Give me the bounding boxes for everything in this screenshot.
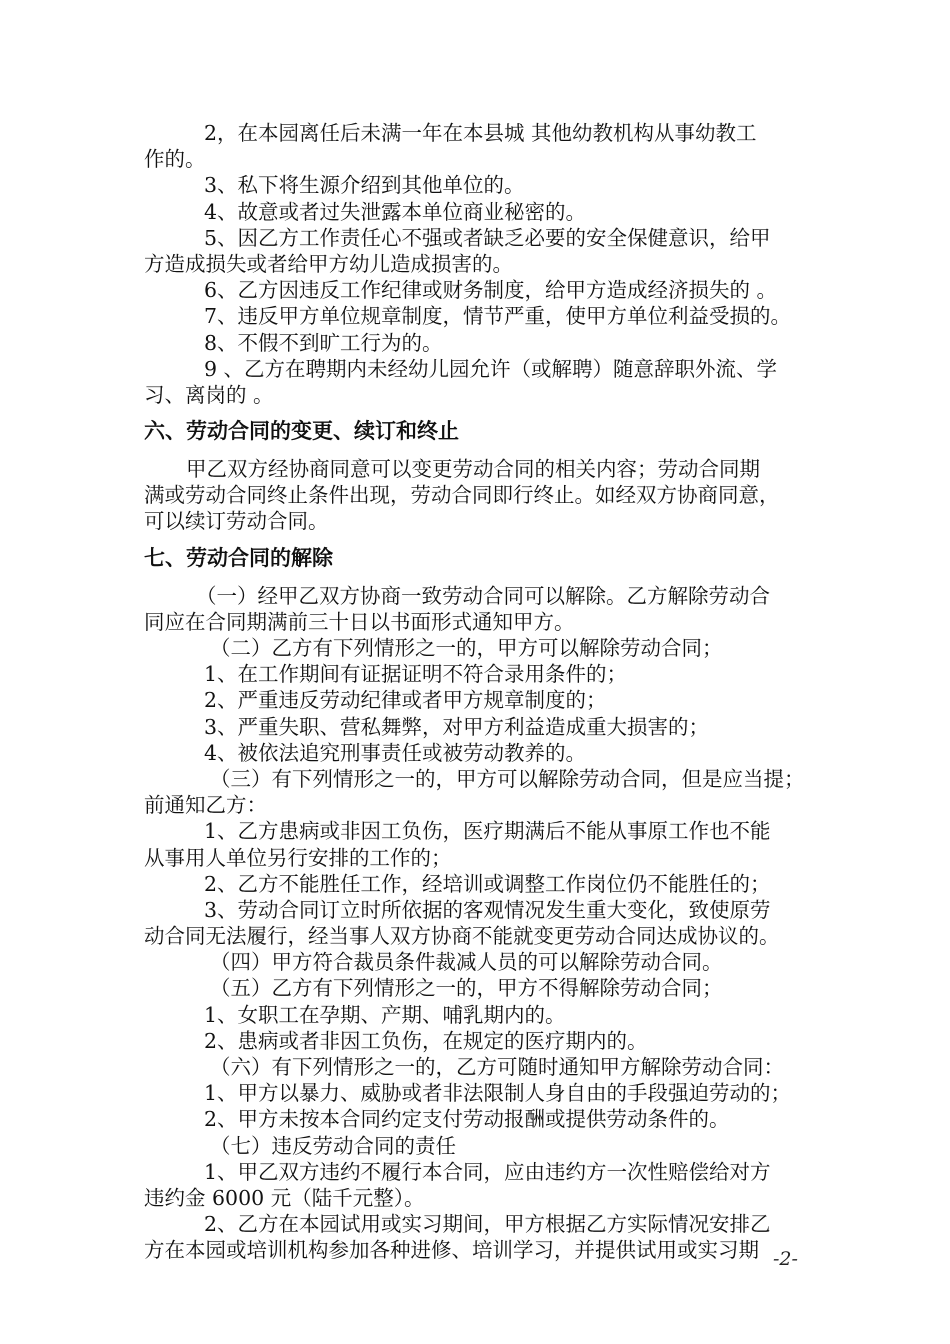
- document-body: [144, 120, 814, 1264]
- text-line: 2、甲方未按本合同约定支付劳动报酬或提供劳动条件的。: [204, 1107, 730, 1132]
- text-line: 习、离岗的 。: [144, 382, 274, 407]
- text-line: 满或劳动合同终止条件出现，劳动合同即行终止。如经双方协商同意，: [144, 483, 780, 508]
- text-line: 1、在工作期间有证据证明不符合录用条件的；: [204, 662, 628, 687]
- text-line: 2，在本园离任后未满一年在本县城 其他幼教机构从事幼教工: [204, 121, 757, 145]
- text-line: 5、因乙方工作责任心不强或者缺乏必要的安全保健意识，给甲: [204, 225, 771, 250]
- text-line: 1、甲方以暴力、威胁或者非法限制人身自由的手段强迫劳动的；: [204, 1081, 792, 1106]
- text-line: 2、患病或者非因工负伤，在规定的医疗期内的。: [204, 1028, 648, 1053]
- text-line: 2、乙方在本园试用或实习期间，甲方根据乙方实际情况安排乙: [204, 1212, 771, 1237]
- text-line: 2、乙方不能胜任工作，经培训或调整工作岗位仍不能胜任的；: [204, 871, 771, 896]
- text-line: （三）有下列情形之一的，甲方可以解除劳动合同，但是应当提；: [210, 766, 805, 791]
- text-line: 9 、乙方在聘期内未经幼儿园允许（或解聘）随意辞职外流、学: [204, 356, 778, 381]
- text-line: （一）经甲乙双方协商一致劳动合同可以解除。乙方解除劳动合: [196, 583, 770, 608]
- text-line: （六）有下列情形之一的，乙方可随时通知甲方解除劳动合同：: [210, 1055, 784, 1079]
- text-line: 1、女职工在孕期、产期、哺乳期内的。: [204, 1002, 566, 1027]
- text-line: 7、违反甲方单位规章制度，情节严重，使甲方单位利益受损的。: [204, 304, 792, 329]
- text-line: （二）乙方有下列情形之一的，甲方可以解除劳动合同；: [210, 636, 723, 660]
- text-line: 违约金 6000 元（陆千元整）。: [144, 1185, 425, 1210]
- text-line: 从事用人单位另行安排的工作的；: [144, 845, 452, 870]
- section-5-list: [144, 120, 814, 408]
- text-line: 4、故意或者过失泄露本单位商业秘密的。: [204, 199, 587, 224]
- text-line: 6、乙方因违反工作纪律或财务制度，给甲方造成经济损失的 。: [204, 278, 778, 303]
- text-line: 甲乙双方经协商同意可以变更劳动合同的相关内容；劳动合同期: [186, 457, 760, 482]
- page-number: -2-: [773, 1248, 798, 1270]
- section-heading-7: 七、劳动合同的解除: [144, 545, 333, 570]
- text-line: 前通知乙方：: [144, 793, 267, 818]
- text-line: 1、甲乙双方违约不履行本合同，应由违约方一次性赔偿给对方: [204, 1159, 771, 1184]
- text-line: 可以续订劳动合同。: [144, 509, 329, 534]
- text-line: （七）违反劳动合同的责任: [210, 1133, 456, 1158]
- section-heading-6: 六、劳动合同的变更、续订和终止: [144, 419, 459, 444]
- text-line: 方造成损失或者给甲方幼儿造成损害的。: [144, 251, 513, 276]
- text-line: 3、私下将生源介绍到其他单位的。: [204, 173, 525, 198]
- section-7-list: [144, 583, 814, 1264]
- text-line: 4、被依法追究刑事责任或被劳动教养的。: [204, 740, 587, 765]
- text-line: 3、严重失职、营私舞弊，对甲方利益造成重大损害的；: [204, 714, 710, 739]
- section-6-paragraph: [144, 456, 814, 535]
- text-line: 8、不假不到旷工行为的。: [204, 330, 443, 355]
- text-line: 2、严重违反劳动纪律或者甲方规章制度的；: [204, 688, 607, 713]
- text-line: 1、乙方患病或非因工负伤，医疗期满后不能从事原工作也不能: [204, 819, 771, 844]
- text-line: 动合同无法履行，经当事人双方协商不能就变更劳动合同达成协议的。: [144, 924, 780, 949]
- text-line: （四）甲方符合裁员条件裁减人员的可以解除劳动合同。: [210, 950, 723, 975]
- text-line: （五）乙方有下列情形之一的，甲方不得解除劳动合同；: [210, 976, 723, 1001]
- text-line: 作的。: [144, 147, 206, 172]
- text-line: 方在本园或培训机构参加各种进修、培训学习，并提供试用或实习期: [144, 1238, 759, 1263]
- text-line: 同应在合同期满前三十日以书面形式通知甲方。: [144, 609, 575, 634]
- text-line: 3、劳动合同订立时所依据的客观情况发生重大变化，致使原劳: [204, 897, 771, 922]
